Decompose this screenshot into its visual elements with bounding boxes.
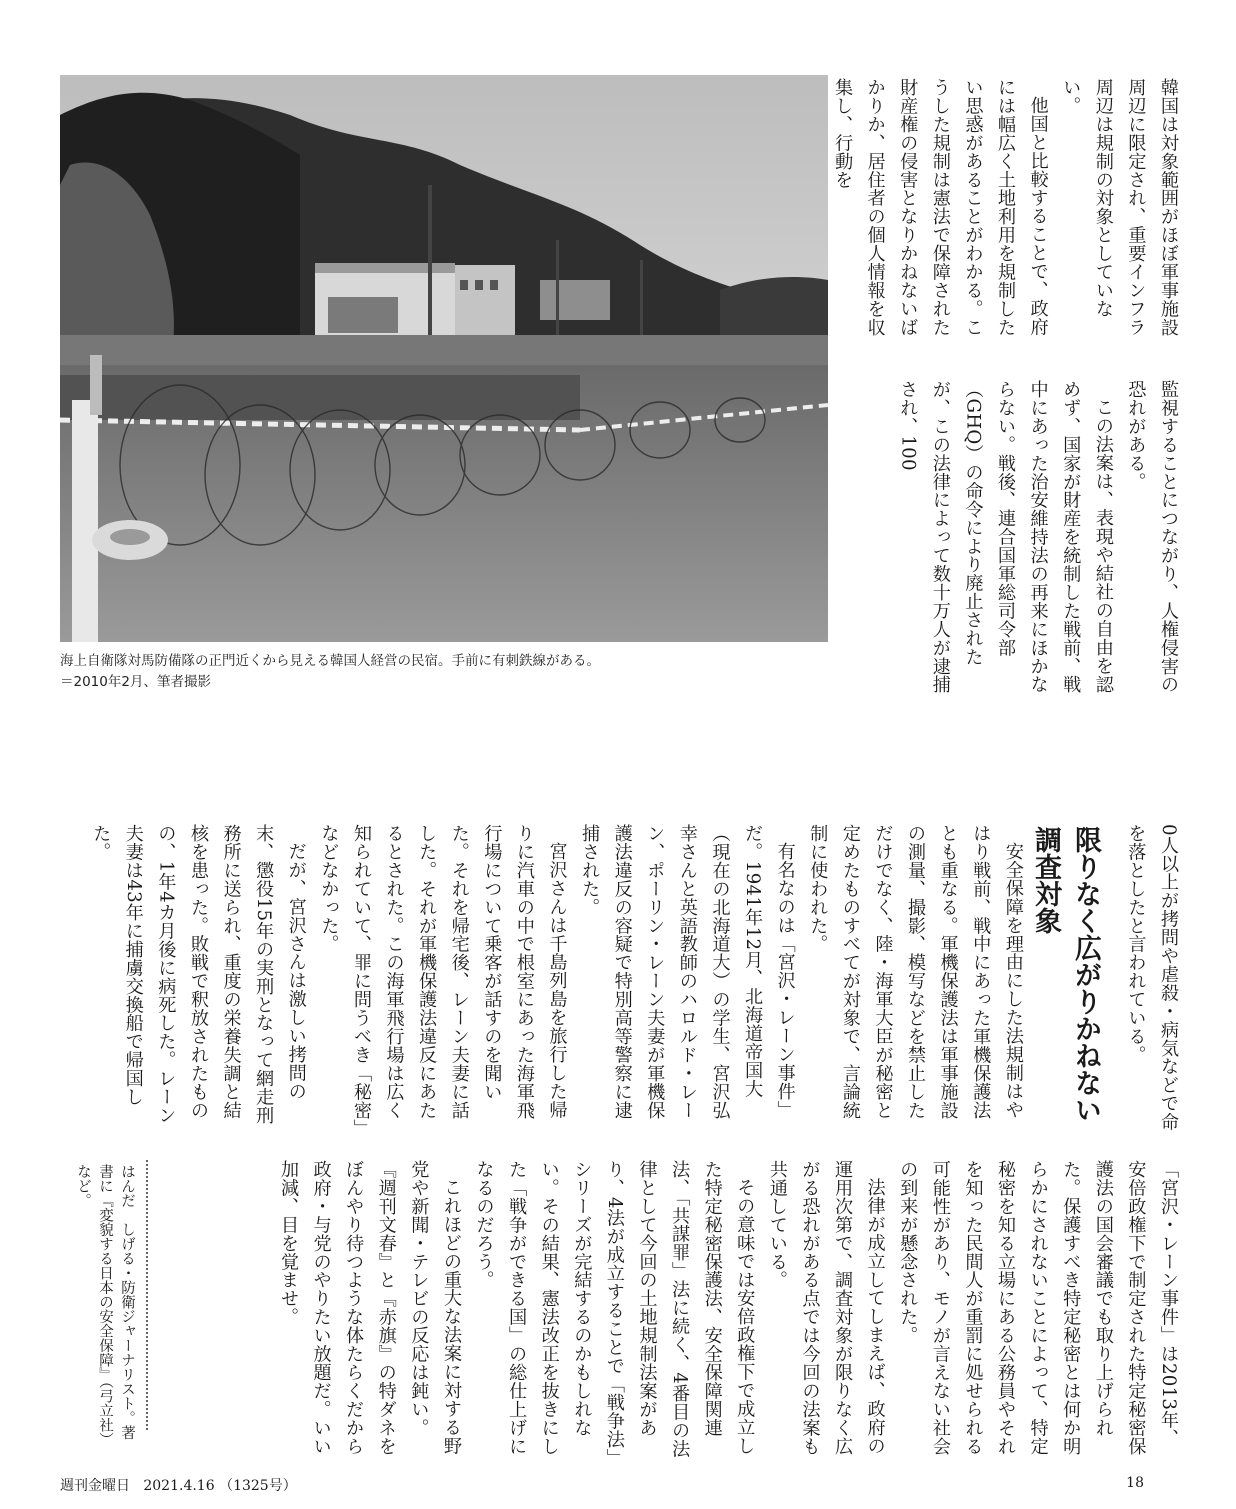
paragraph: これほどの重大な法案に対する野党や新聞・テレビの反応は鈍い。『週刊文春』と『赤旗』の特ダネをぼんやり待つような体たらくだから政府・与党のやりたい放題だ。いい加減、目を覚ませ。 xyxy=(277,1160,462,1456)
paragraph: 有名なのは「宮沢・レーン事件」だ。1941年12月、北海道帝国大（現在の北海道大）の学生、宮沢弘幸さんと英語教師のハロルド・レーン、ポーリン・レーン夫妻が軍機保護法違反の容疑で特別高等警察に逮捕された。 xyxy=(579,824,796,1120)
paragraph: この法案は、表現や結社の自由を認めず、国家が財産を統制した戦前、戦中にあった治安維持法の再来にほかならない。戦後、連合国軍総司令部（GHQ）の命令により廃止されたが、この法律によって数十万人が逮捕され、100 xyxy=(897,380,1114,694)
heading-line-1: 限りなく広がりかねない xyxy=(1070,826,1101,1123)
bio-line: はんだ しげる・防衛ジャーナリスト。著 xyxy=(119,1164,135,1440)
bottom-text-row xyxy=(200,1160,1184,1460)
paragraph: だが、宮沢さんは激しい拷問の末、懲役15年の実刑となって網走刑務所に送られ、重度の栄養失調と結核を患った。敗戦で釈放されたものの、1年4カ月後に病死した。レーン夫妻は43年に捕虜交換船で帰国した。 xyxy=(90,824,307,1125)
photo-image xyxy=(60,75,828,642)
caption-line-2: ＝2010年2月、筆者撮影 xyxy=(60,674,211,690)
top-text-column-1 xyxy=(832,78,1184,350)
magazine-name: 週刊金曜日 xyxy=(60,1478,130,1494)
section-heading xyxy=(1015,826,1105,1146)
photo-caption xyxy=(60,651,840,693)
issue-number: （1325号） xyxy=(219,1478,297,1494)
paragraph: 「宮沢・レーン事件」は2013年、安倍政権下で制定された特定秘密保護法の国会審議でも取り上げられた。保護すべき特定秘密とは何か明らかにされないことによって、特定秘密を知る立場にある公務員やそれを知った民間人が重罰に処せられる可能性があり、モノが言えない社会の到来が懸念された。 xyxy=(897,1160,1179,1456)
issue-date: 2021.4.16 xyxy=(143,1478,215,1494)
page-number: 18 xyxy=(1126,1475,1144,1491)
paragraph: 韓国は対象範囲がほぼ軍事施設周辺に限定され、重要インフラ周辺は規制の対象としていない。 xyxy=(1060,78,1179,337)
bio-divider xyxy=(146,1160,148,1430)
footer-magazine-info xyxy=(60,1475,297,1495)
top-text-column-2 xyxy=(872,380,1184,695)
paragraph: 監視することにつながり、人権侵害の恐れがある。 xyxy=(1125,380,1179,694)
article-photo xyxy=(60,75,828,642)
paragraph: 他国と比較することで、政府には幅広く土地利用を規制したい思惑があることがわかる。こうした規制は憲法で保障された財産権の侵害となりかねないばかりか、居住者の個人情報を収集し、行動を xyxy=(832,78,1049,337)
paragraph: 0人以上が拷問や虐殺・病気などで命を落としたと言われている。 xyxy=(1125,824,1179,1132)
author-bio xyxy=(72,1164,138,1447)
paragraph: 宮沢さんは千島列島を旅行した帰りに汽車の中で根室にあった海軍飛行場について乗客が話すのを聞いた。それを帰宅後、レーン夫妻に話した。それが軍機保護法違反にあたるとされた。この海軍飛行場は広く知られていて、罪に問うべき「秘密」などなかった。 xyxy=(318,824,568,1129)
paragraph: その意味では安倍政権下で成立した特定秘密保護法、安全保障関連法、「共謀罪」法に続く、4番目の法律として今回の土地規制法案があり、4法が成立することで「戦争法」シリーズが完結するのかもしれない。その結果、憲法改正を抜きにした「戦争ができる国」の総仕上げになるのだろう。 xyxy=(473,1160,756,1458)
paragraph: 安全保障を理由にした法規制はやはり戦前、戦中にあった軍機保護法とも重なる。軍機保護法は軍事施設の測量、撮影、模写などを禁止しただけでなく、陸・海軍大臣が秘密と定めたものすべてが対象で、言論統制に使われた。 xyxy=(807,824,1024,1120)
paragraph: 法律が成立してしまえば、政府の運用次第で、調査対象が限りなく広がる恐れがある点では今回の法案も共通している。 xyxy=(766,1160,886,1456)
caption-line-1: 海上自衛隊対馬防備隊の正門近くから見える韓国人経営の民宿。手前に有刺鉄線がある。 xyxy=(60,653,600,669)
heading-line-2: 調査対象 xyxy=(1030,826,1061,934)
bio-line: など。 xyxy=(75,1164,91,1208)
bio-line: 書に『変貌する日本の安全保障』（弓立社） xyxy=(97,1164,113,1447)
